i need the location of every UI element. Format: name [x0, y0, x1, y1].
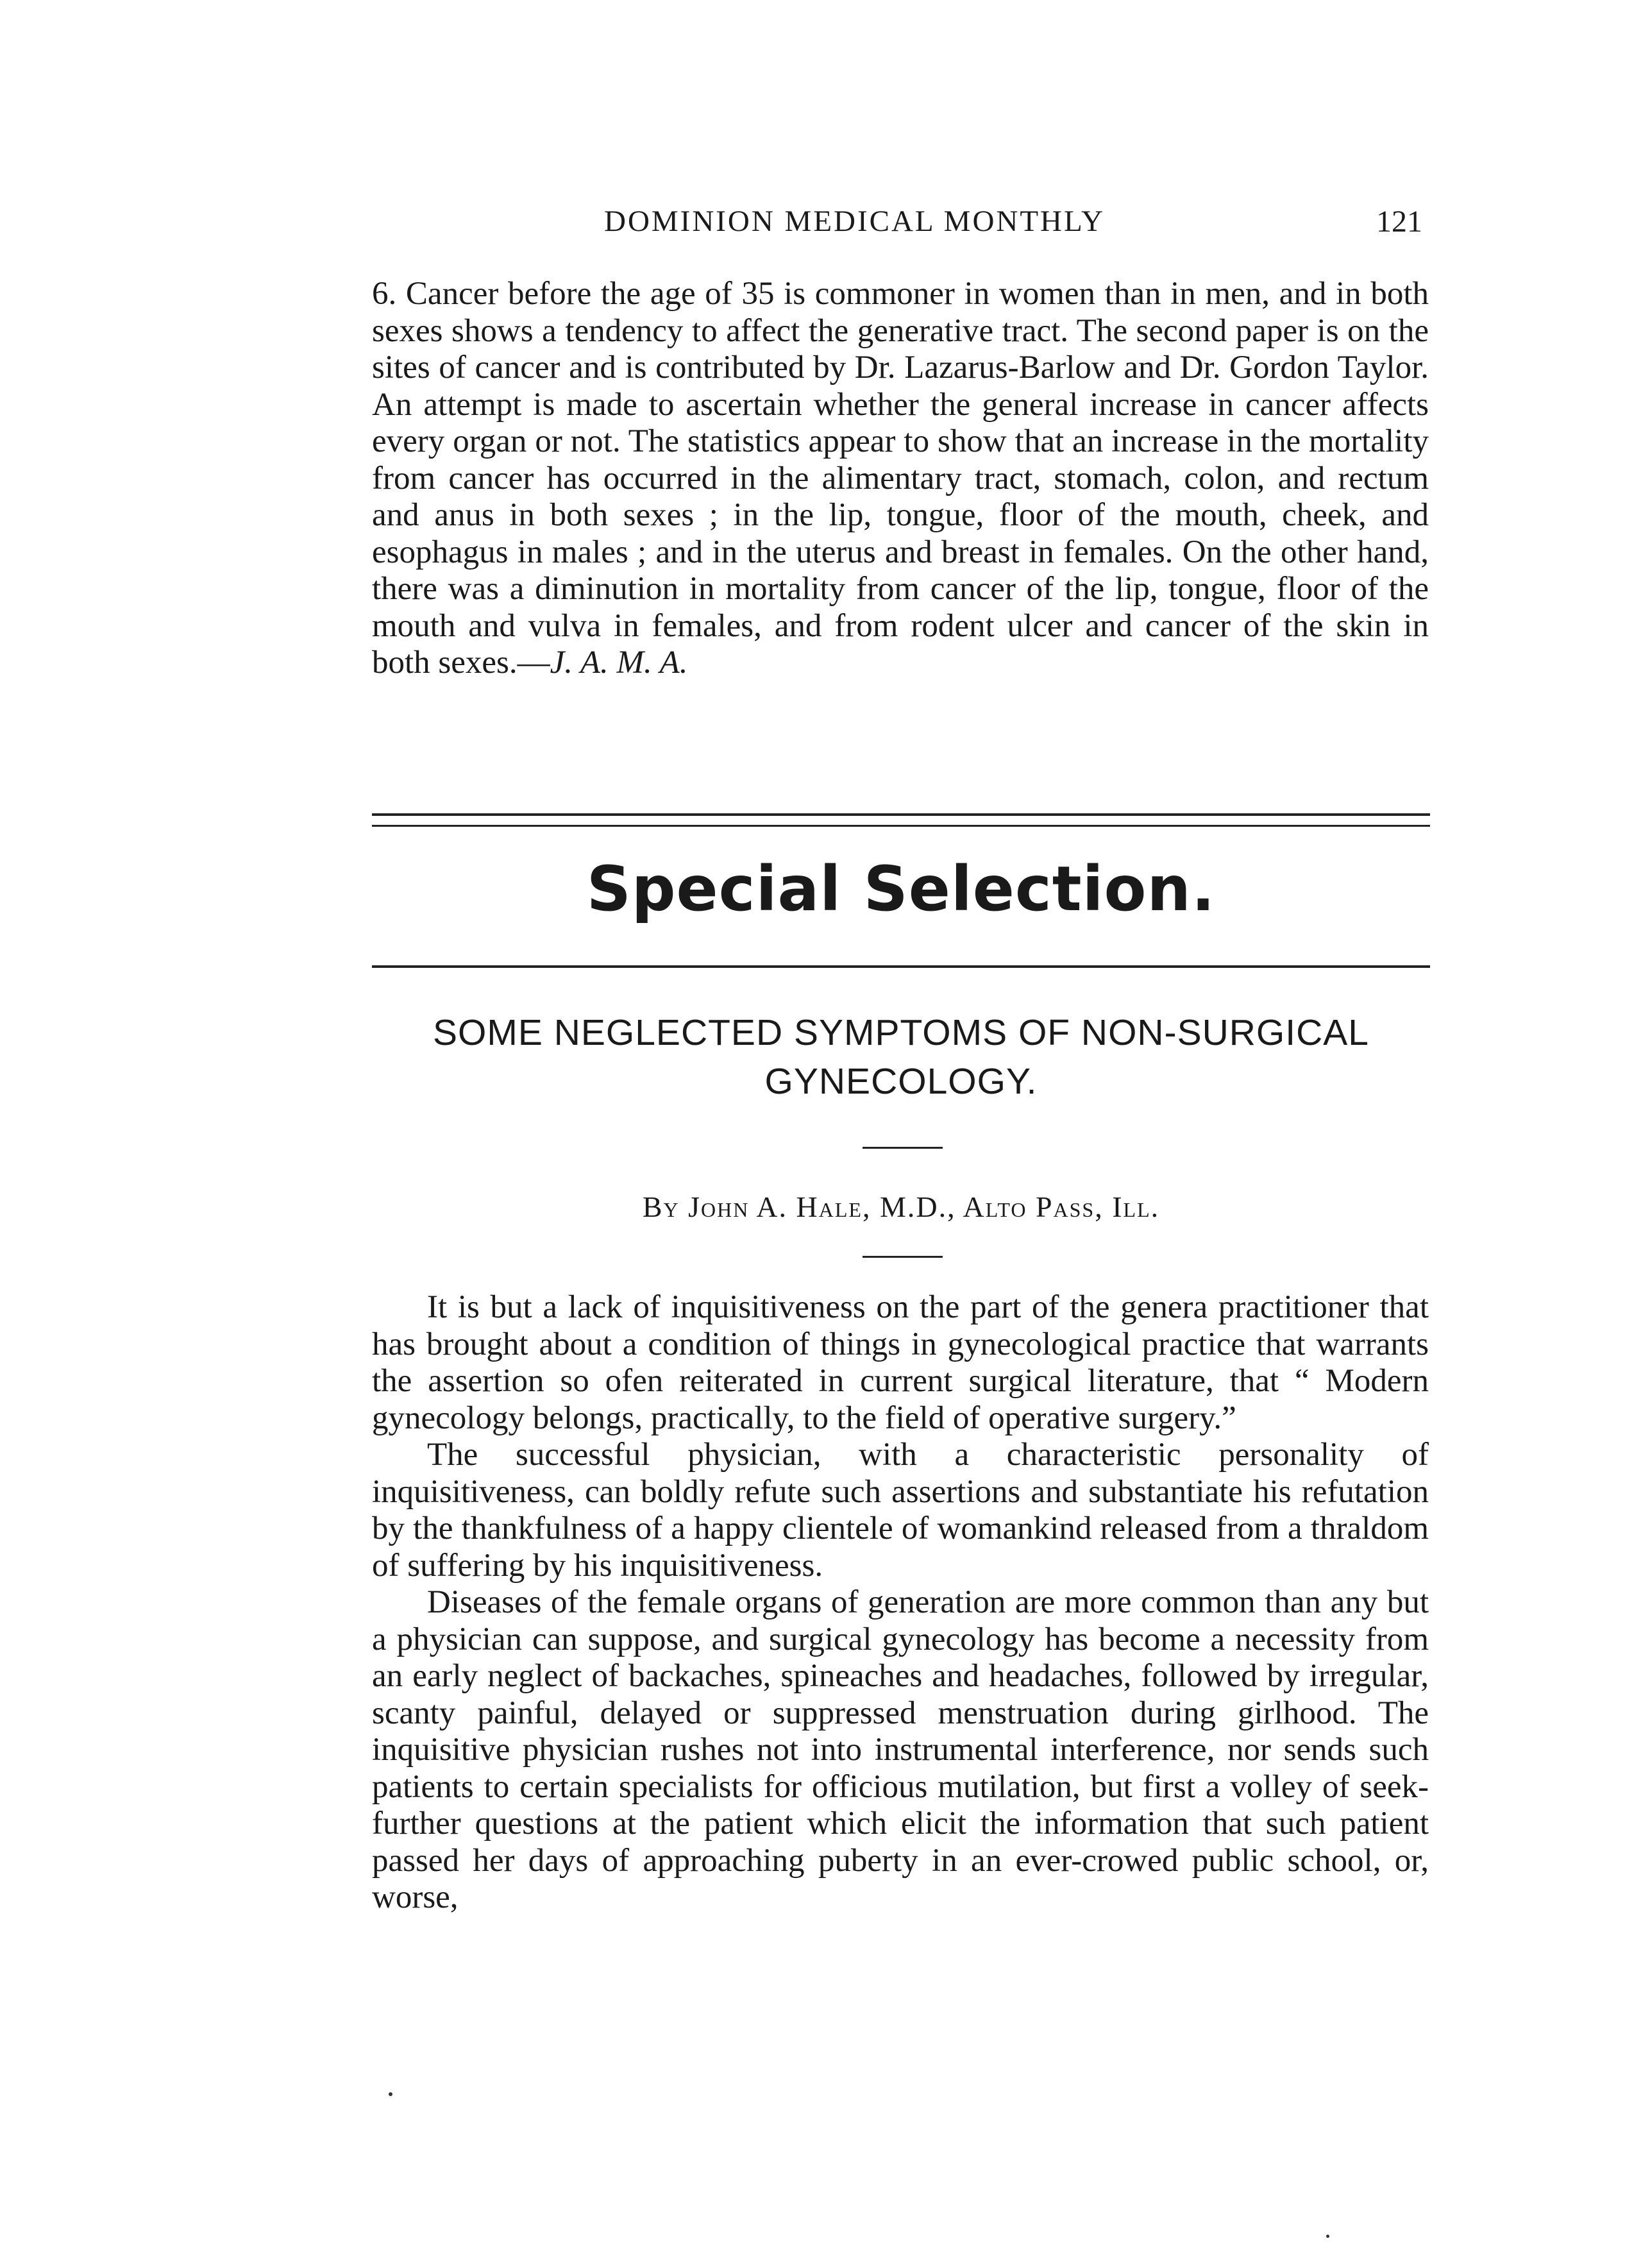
byline-rule	[863, 1256, 943, 1258]
article-paragraph: It is but a lack of inquisitiveness on the part of the genera practitioner that has brought about a condition of things in gynecological practice that warrants the assertion so ofen reiterated in current surgical literature, that “ Modern gynecology belongs, practically, to the field of operative surgery.”	[372, 1289, 1429, 1436]
article-title-line-2: GYNECOLOGY.	[764, 1061, 1038, 1102]
citation: J. A. M. A.	[550, 645, 688, 681]
print-speck	[1326, 2235, 1329, 2238]
print-speck	[389, 2092, 392, 2096]
intro-paragraph	[372, 276, 1429, 682]
intro-paragraph-text: 6. Cancer before the age of 35 is commoner in women than in men, and in both sexes shows a tendency to affect the generative tract. The second paper is on the sites of cancer and is contributed by Dr. Lazarus-Barlow and Dr. Gordon Taylor. An attempt is made to ascertain whether the general increase in cancer affects every organ or not. The statistics appear to show that an increase in the mortality from cancer has occurred in the alimentary tract, stomach, colon, and rectum and anus in both sexes ; in the lip, tongue, floor of the mouth, cheek, and esophagus in males ; and in the uterus and breast in females. On the other hand, there was a diminution in mortality from cancer of the lip, tongue, floor of the mouth and vulva in females, and from rodent ulcer and cancer of the skin in both sexes.—	[372, 276, 1429, 681]
title-rule	[863, 1147, 943, 1149]
section-divider-rule	[372, 965, 1430, 968]
article-paragraph: The successful physician, with a characteristic personality of inquisitiveness, can boldly refute such assertions and substantiate his refutation by the thankfulness of a happy clientele of womankind released from a thraldom of suffering by his inquisitiveness.	[372, 1437, 1429, 1584]
byline: By John A. Hale, M.D., Alto Pass, Ill.	[642, 1190, 1160, 1223]
running-head: DOMINION MEDICAL MONTHLY	[604, 205, 1105, 238]
section-divider-double-rule	[372, 813, 1430, 827]
page-number: 121	[1376, 205, 1422, 239]
article-title-line-1: SOME NEGLECTED SYMPTOMS OF NON-SURGICAL	[433, 1012, 1369, 1053]
section-heading: Special Selection.	[586, 853, 1216, 925]
article-paragraph: Diseases of the female organs of generation are more common than any but a physician can suppose, and surgical gynecology has become a necessity from an early neglect of backaches, spineaches and headaches, followed by irregular, scanty painful, delayed or suppressed menstruation during girlhood. The inquisitive physician rushes not into instrumental interference, nor sends such patients to certain specialists for officious mutilation, but first a volley of seek-further questions at the patient which elicit the information that such patient passed her days of approaching puberty in an ever-crowed public school, or, worse,	[372, 1584, 1429, 1915]
article-body	[372, 1289, 1429, 1917]
page-header	[372, 204, 1436, 249]
article-title	[372, 1008, 1430, 1106]
intro-text	[372, 276, 1429, 682]
